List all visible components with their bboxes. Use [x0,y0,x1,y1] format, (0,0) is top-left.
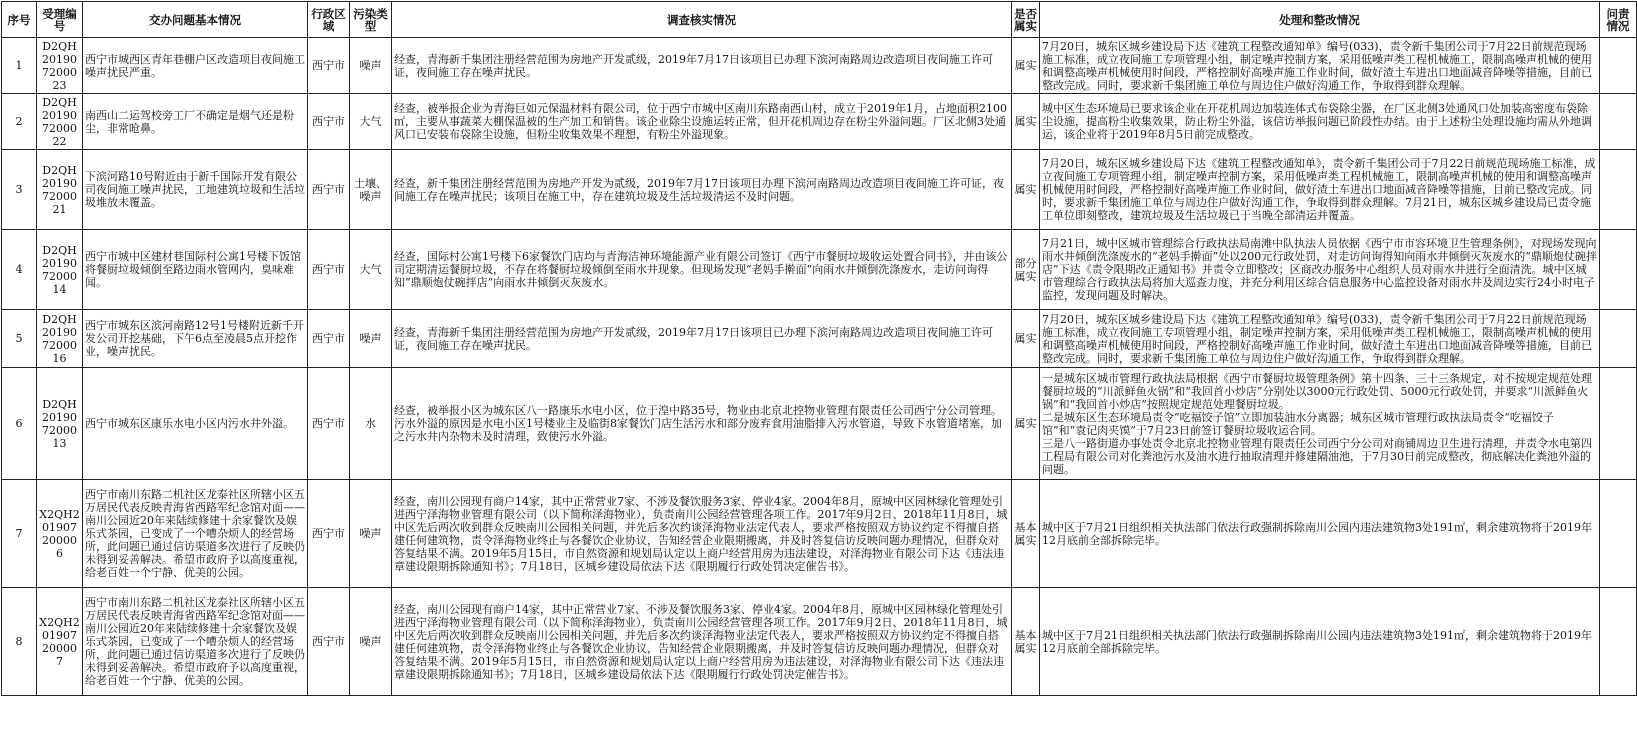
row-verified: 部分属实 [1012,230,1040,310]
row-pollution: 噪声 [350,480,392,588]
header-issue: 交办问题基本情况 [83,2,308,38]
row-accountability [1600,150,1637,230]
row-handling: 城中区于7月21日组织相关执法部门依法行政强制拆除南川公园内违法建筑物3处191㎡，剩余建筑物将于2019年12月底前全部拆除完毕。 [1040,480,1600,588]
table-row [2,94,1637,150]
row-handling: 一是城东区城市管理行政执法局根据《西宁市餐厨垃圾管理条例》第十四条、三十三条规定，对不按规定规范处理餐厨垃圾的“川派鲜鱼火锅”和“我回首小炒店”分别处以3000元行政处罚、5000元行政处罚，并要求“川派鲜鱼火锅”和“我回首小炒店”按照规定规范处理餐厨垃圾。 二是城东区生态环境局责令“吃福饺子馆”立即加装油水分离器；城东区城市管理行政执法局责令“吃福饺子馆”和“袁记肉夹馍”于7月23日前签订餐厨垃圾收运合同。 三是八一路街道办事处责令北京北控物业管理有限责任公司西宁分公司对商铺周边卫生进行清理，并责令水电第四工程局有限公司对化粪池污水及油水进行抽取清理并修建隔油池，于7月30日前完成整改，彻底解决化粪池外溢的问题。 [1040,368,1600,480]
row-handling: 7月21日，城中区城市管理综合行政执法局南滩中队执法人员依据《西宁市市容环境卫生管理条例》，对现场发现向雨水井倾倒洗涤废水的“老妈手擀面”处以200元行政处罚，对走访问询得知向雨水井倾倒灭灰废水的“鼎顺炮仗碗拌店”下达《责令限期改正通知书》并责令立即整改；区商改办服务中心组织人员对雨水井进行全面清洗。城中区城市管理综合行政执法局将加大巡查力度，并充分利用区综合信息服务中心监控设备对雨水井及周边实行24小时电子监控，发现问题及时解决。 [1040,230,1600,310]
row-no: 7 [2,480,37,588]
row-issue: 西宁市南川东路二机社区龙泰社区所辖小区五万居民代表反映青海省西路军纪念馆对面——南川公园近20年来陆续修建十余家餐饮及娱乐式茶园，已变成了一个嘈杂烦人的经营场所，此问题已通过信访渠道多次进行了反映仍未得到妥善解决。希望市政府予以高度重视，给老百姓一个宁静、优美的公园。 [83,480,308,588]
row-district: 西宁市 [308,230,350,310]
row-no: 5 [2,310,37,368]
row-handling: 7月20日，城东区城乡建设局下达《建筑工程整改通知单》，责令新千集团公司于7月22日前规范现场施工标准，成立夜间施工专项管理小组，制定噪声控制方案，采用低噪声类工程机械施工，限制高噪声机械的使用和调整高噪声机械使用时间段，严格控制好高噪声施工作业时间，做好渣土车进出口地面减音降噪等措施，目前已整改完成。同时，要求新千集团施工单位与周边住户做好沟通工作，争取得到群众理解。7月21日，城东区城乡建设局已责令施工单位即刻整改，建筑垃圾及生活垃圾已于当晚全部清运并覆盖。 [1040,150,1600,230]
row-investigation: 经查，青海新千集团注册经营范围为房地产开发贰级，2019年7月17日该项目已办理下滨河南路周边改造项目夜间施工许可证，夜间施工存在噪声扰民。 [392,38,1012,94]
row-pollution: 水 [350,368,392,480]
row-district: 西宁市 [308,588,350,696]
row-no: 1 [2,38,37,94]
header-handling: 处理和整改情况 [1040,2,1600,38]
row-verified: 基本属实 [1012,588,1040,696]
row-id: X2QH201907200006 [37,480,83,588]
row-id: D2QH201907200021 [37,150,83,230]
row-verified: 属实 [1012,150,1040,230]
header-district: 行政区域 [308,2,350,38]
table-row [2,480,1637,588]
row-accountability [1600,230,1637,310]
row-handling: 7月20日，城东区城乡建设局下达《建筑工程整改通知单》编号(033)，责令新千集团公司于7月22日前规范现场施工标准，成立夜间施工专项管理小组，制定噪声控制方案，采用低噪声类工程机械施工，限制高噪声机械的使用和调整高噪声机械使用时间段，严格控制好高噪声施工作业时间，做好渣土车进出口地面减音降噪等措施，目前已整改完成。同时，要求新千集团施工单位与周边住户做好沟通工作，争取得到群众理解。 [1040,310,1600,368]
row-verified: 属实 [1012,94,1040,150]
row-id: D2QH201907200023 [37,38,83,94]
row-accountability [1600,38,1637,94]
row-investigation: 经查，被举报小区为城东区八一路康乐水电小区，位于湟中路35号，物业由北京北控物业管理有限责任公司西宁分公司管理。污水外溢的原因是水电小区1号楼业主及临街8家餐饮门店生活污水和部分废弃食用油脂排入污水管道，导致下水管道堵塞，加之污水井内杂物未及时清理，致使污水外溢。 [392,368,1012,480]
table-row [2,310,1637,368]
row-accountability [1600,310,1637,368]
row-investigation: 经查，被举报企业为青海巨如元保温材料有限公司，位于西宁市城中区南川东路南西山村，成立于2019年1月，占地面积2100㎡，主要从事蔬菜大棚保温被的生产加工和销售。该企业除尘设施运转正常，但开花机周边存在粉尘外溢问题。厂区北侧3处通风口已安装布袋除尘设施，但粉尘收集效果不理想，有粉尘外溢现象。 [392,94,1012,150]
row-district: 西宁市 [308,94,350,150]
row-district: 西宁市 [308,310,350,368]
table-row [2,368,1637,480]
table-row [2,230,1637,310]
row-investigation: 经查，新千集团注册经营范围为房地产开发为贰级，2019年7月17日该项目办理下滨河南路周边改造项目夜间施工许可证，夜间施工存在噪声扰民；该项目在施工中，存在建筑垃圾及生活垃圾清运不及时问题。 [392,150,1012,230]
header-pollution: 污染类型 [350,2,392,38]
row-handling: 城中区生态环境局已要求该企业在开花机周边加装连体式布袋除尘器，在厂区北侧3处通风口处加装高密度布袋除尘设施，提高粉尘收集效果，防止粉尘外溢，该信访举报问题已阶段性办结。由于上述粉尘处理设施均需从外地调运，该企业将于2019年8月5日前完成整改。 [1040,94,1600,150]
row-investigation: 经查，国际村公寓1号楼下6家餐饮门店均与青海洁神环境能源产业有限公司签订《西宁市餐厨垃圾收运处置合同书》，并由该公司定期清运餐厨垃圾，不存在将餐厨垃圾倾倒至雨水井现象。但现场发现“老妈手擀面”向雨水井倾倒洗涤废水，走访问询得知“鼎顺炮仗碗拌店”向雨水井倾倒灭灰废水。 [392,230,1012,310]
header-no: 序号 [2,2,37,38]
row-district: 西宁市 [308,480,350,588]
table-header-row [2,2,1637,38]
row-id: D2QH201907200016 [37,310,83,368]
row-issue: 南西山二运驾校旁工厂不确定是烟气还是粉尘，非常呛鼻。 [83,94,308,150]
row-issue: 西宁市城东区滨河南路12号1号楼附近新千开发公司开挖基础，下午6点至凌晨5点开挖作业，噪声扰民。 [83,310,308,368]
row-no: 8 [2,588,37,696]
row-no: 4 [2,230,37,310]
header-id: 受理编号 [37,2,83,38]
row-verified: 属实 [1012,38,1040,94]
row-district: 西宁市 [308,38,350,94]
row-issue: 西宁市城西区青年巷棚户区改造项目夜间施工噪声扰民严重。 [83,38,308,94]
row-issue: 西宁市城中区建材巷国际村公寓1号楼下饭馆将餐厨垃圾倾倒至路边雨水管网内，臭味难闻。 [83,230,308,310]
row-verified: 属实 [1012,368,1040,480]
row-accountability [1600,368,1637,480]
row-pollution: 大气 [350,230,392,310]
header-accountability: 问责情况 [1600,2,1637,38]
row-no: 2 [2,94,37,150]
table-row [2,38,1637,94]
row-id: X2QH201907200007 [37,588,83,696]
complaint-table [1,1,1637,696]
row-pollution: 大气 [350,94,392,150]
row-investigation: 经查，南川公园现有商户14家，其中正常营业7家、不涉及餐饮服务3家、停业4家。2004年8月，原城中区园林绿化管理处引进西宁泽海物业管理有限公司（以下简称泽海物业），负责南川公园经营管理各项工作。2017年9月2日、2018年11月8日，城中区先后两次收到群众反映南川公园相关问题，并先后多次约谈泽海物业法定代表人，要求严格按照双方协议约定不得擅自搭建任何建筑物，责令泽海物业终止与各餐饮企业协议，告知经营企业限期搬离，并及时答复信访反映问题办理情况，但群众对答复结果不满。2019年5月15日，市自然资源和规划局认定以上商户经营用房为违法建设，对泽海物业有限公司下达《违法违章建设限期拆除通知书》；7月18日，区城乡建设局依法下达《限期履行行政处罚决定催告书》。 [392,480,1012,588]
row-id: D2QH201907200013 [37,368,83,480]
row-accountability [1600,480,1637,588]
row-accountability [1600,94,1637,150]
row-accountability [1600,588,1637,696]
row-handling: 7月20日，城东区城乡建设局下达《建筑工程整改通知单》编号(033)，责令新千集团公司于7月22日前规范现场施工标准，成立夜间施工专项管理小组，制定噪声控制方案，采用低噪声类工程机械施工，限制高噪声机械的使用和调整高噪声机械使用时间段，严格控制好高噪声施工作业时间，做好渣土车进出口地面减音降噪等措施，目前已整改完成。同时，要求新千集团施工单位与周边住户做好沟通工作，争取得到群众理解。 [1040,38,1600,94]
row-issue: 西宁市南川东路二机社区龙泰社区所辖小区五万居民代表反映青海省西路军纪念馆对面——南川公园近20年来陆续修建十余家餐饮及娱乐式茶园，已变成了一个嘈杂烦人的经营场所，此问题已通过信访渠道多次进行了反映仍未得到妥善解决。希望市政府予以高度重视，给老百姓一个宁静、优美的公园。 [83,588,308,696]
row-no: 3 [2,150,37,230]
row-district: 西宁市 [308,150,350,230]
row-handling: 城中区于7月21日组织相关执法部门依法行政强制拆除南川公园内违法建筑物3处191㎡，剩余建筑物将于2019年12月底前全部拆除完毕。 [1040,588,1600,696]
row-issue: 西宁市城东区康乐水电小区内污水井外溢。 [83,368,308,480]
row-pollution: 土壤、噪声 [350,150,392,230]
table-row [2,588,1637,696]
row-district: 西宁市 [308,368,350,480]
table-row [2,150,1637,230]
header-investigation: 调查核实情况 [392,2,1012,38]
header-verified: 是否属实 [1012,2,1040,38]
row-pollution: 噪声 [350,310,392,368]
row-investigation: 经查，南川公园现有商户14家，其中正常营业7家、不涉及餐饮服务3家、停业4家。2004年8月，原城中区园林绿化管理处引进西宁泽海物业管理有限公司（以下简称泽海物业），负责南川公园经营管理各项工作。2017年9月2日、2018年11月8日，城中区先后两次收到群众反映南川公园相关问题，并先后多次约谈泽海物业法定代表人，要求严格按照双方协议约定不得擅自搭建任何建筑物，责令泽海物业终止与各餐饮企业协议，告知经营企业限期搬离，并及时答复信访反映问题办理情况，但群众对答复结果不满。2019年5月15日，市自然资源和规划局认定以上商户经营用房为违法建设，对泽海物业有限公司下达《违法违章建设限期拆除通知书》；7月18日，区城乡建设局依法下达《限期履行行政处罚决定催告书》。 [392,588,1012,696]
row-id: D2QH201907200022 [37,94,83,150]
row-pollution: 噪声 [350,588,392,696]
row-issue: 下滨河路10号附近由于新千国际开发有限公司夜间施工噪声扰民，工地建筑垃圾和生活垃圾堆放未覆盖。 [83,150,308,230]
row-pollution: 噪声 [350,38,392,94]
row-verified: 属实 [1012,310,1040,368]
row-no: 6 [2,368,37,480]
row-verified: 基本属实 [1012,480,1040,588]
row-id: D2QH201907200014 [37,230,83,310]
row-investigation: 经查，青海新千集团注册经营范围为房地产开发贰级，2019年7月17日该项目已办理下滨河南路周边改造项目夜间施工许可证，夜间施工存在噪声扰民。 [392,310,1012,368]
